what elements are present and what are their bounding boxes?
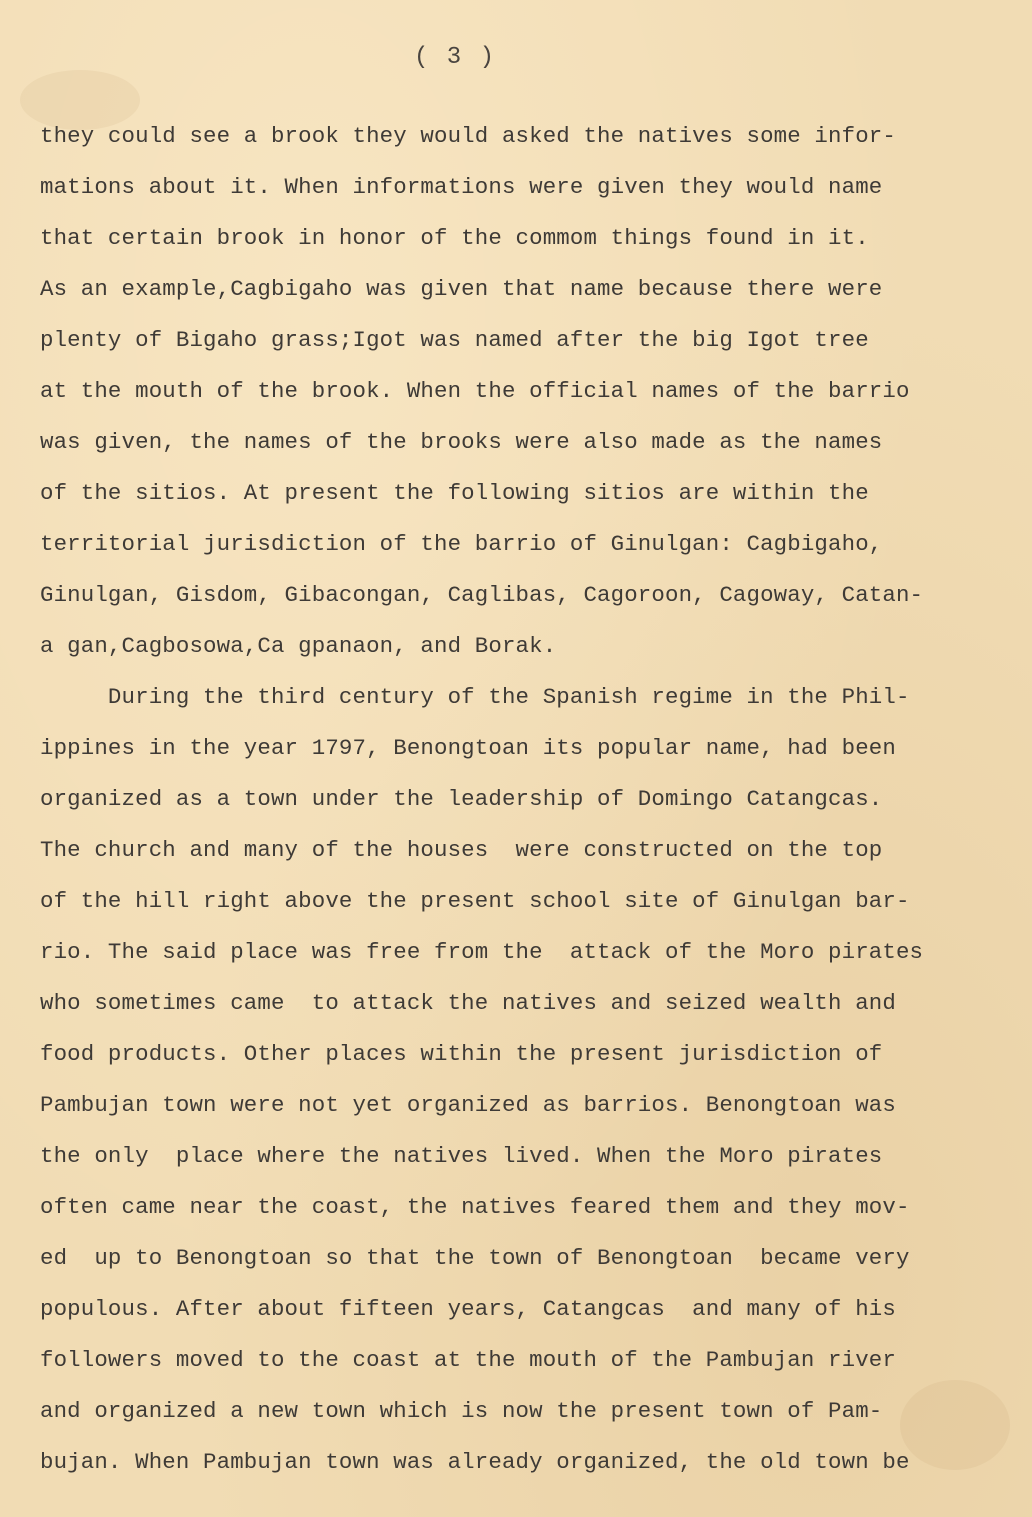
text-line: ippines in the year 1797, Benongtoan its popular name, had been xyxy=(40,735,896,761)
text-line: ed up to Benongtoan so that the town of Benongtoan became very xyxy=(40,1245,910,1271)
text-line: of the sitios. At present the following sitios are within the xyxy=(40,480,869,506)
text-line: the only place where the natives lived. When the Moro pirates xyxy=(40,1143,883,1169)
text-line: Ginulgan, Gisdom, Gibacongan, Caglibas, Cagoroon, Cagoway, Catan- xyxy=(40,582,924,608)
text-line: plenty of Bigaho grass;Igot was named after the big Igot tree xyxy=(40,327,869,353)
text-line: The church and many of the houses were constructed on the top xyxy=(40,837,883,863)
text-line: rio. The said place was free from the attack of the Moro pirates xyxy=(40,939,924,965)
text-line: followers moved to the coast at the mouth of the Pambujan river xyxy=(40,1347,896,1373)
document-body xyxy=(40,114,1015,1491)
text-line: a gan,Cagbosowa,Ca gpanaon, and Borak. xyxy=(40,633,557,659)
text-line: organized as a town under the leadership of Domingo Catangcas. xyxy=(40,786,883,812)
text-line: and organized a new town which is now the present town of Pam- xyxy=(40,1398,883,1424)
text-line: at the mouth of the brook. When the official names of the barrio xyxy=(40,378,910,404)
text-line: As an example,Cagbigaho was given that name because there were xyxy=(40,276,883,302)
text-line: During the third century of the Spanish regime in the Phil- xyxy=(40,684,910,710)
text-line: food products. Other places within the present jurisdiction of xyxy=(40,1041,883,1067)
page-number: ( 3 ) xyxy=(413,44,496,71)
text-line: territorial jurisdiction of the barrio of Ginulgan: Cagbigaho, xyxy=(40,531,883,557)
text-line: of the hill right above the present school site of Ginulgan bar- xyxy=(40,888,910,914)
text-line: Pambujan town were not yet organized as barrios. Benongtoan was xyxy=(40,1092,896,1118)
text-line: mations about it. When informations were given they would name xyxy=(40,174,883,200)
text-line: bujan. When Pambujan town was already organized, the old town be xyxy=(40,1449,910,1475)
text-line: populous. After about fifteen years, Catangcas and many of his xyxy=(40,1296,896,1322)
text-line: they could see a brook they would asked the natives some infor- xyxy=(40,123,896,149)
text-line: that certain brook in honor of the commom things found in it. xyxy=(40,225,869,251)
text-line: who sometimes came to attack the natives and seized wealth and xyxy=(40,990,896,1016)
text-line: was given, the names of the brooks were also made as the names xyxy=(40,429,883,455)
text-line: often came near the coast, the natives feared them and they mov- xyxy=(40,1194,910,1220)
